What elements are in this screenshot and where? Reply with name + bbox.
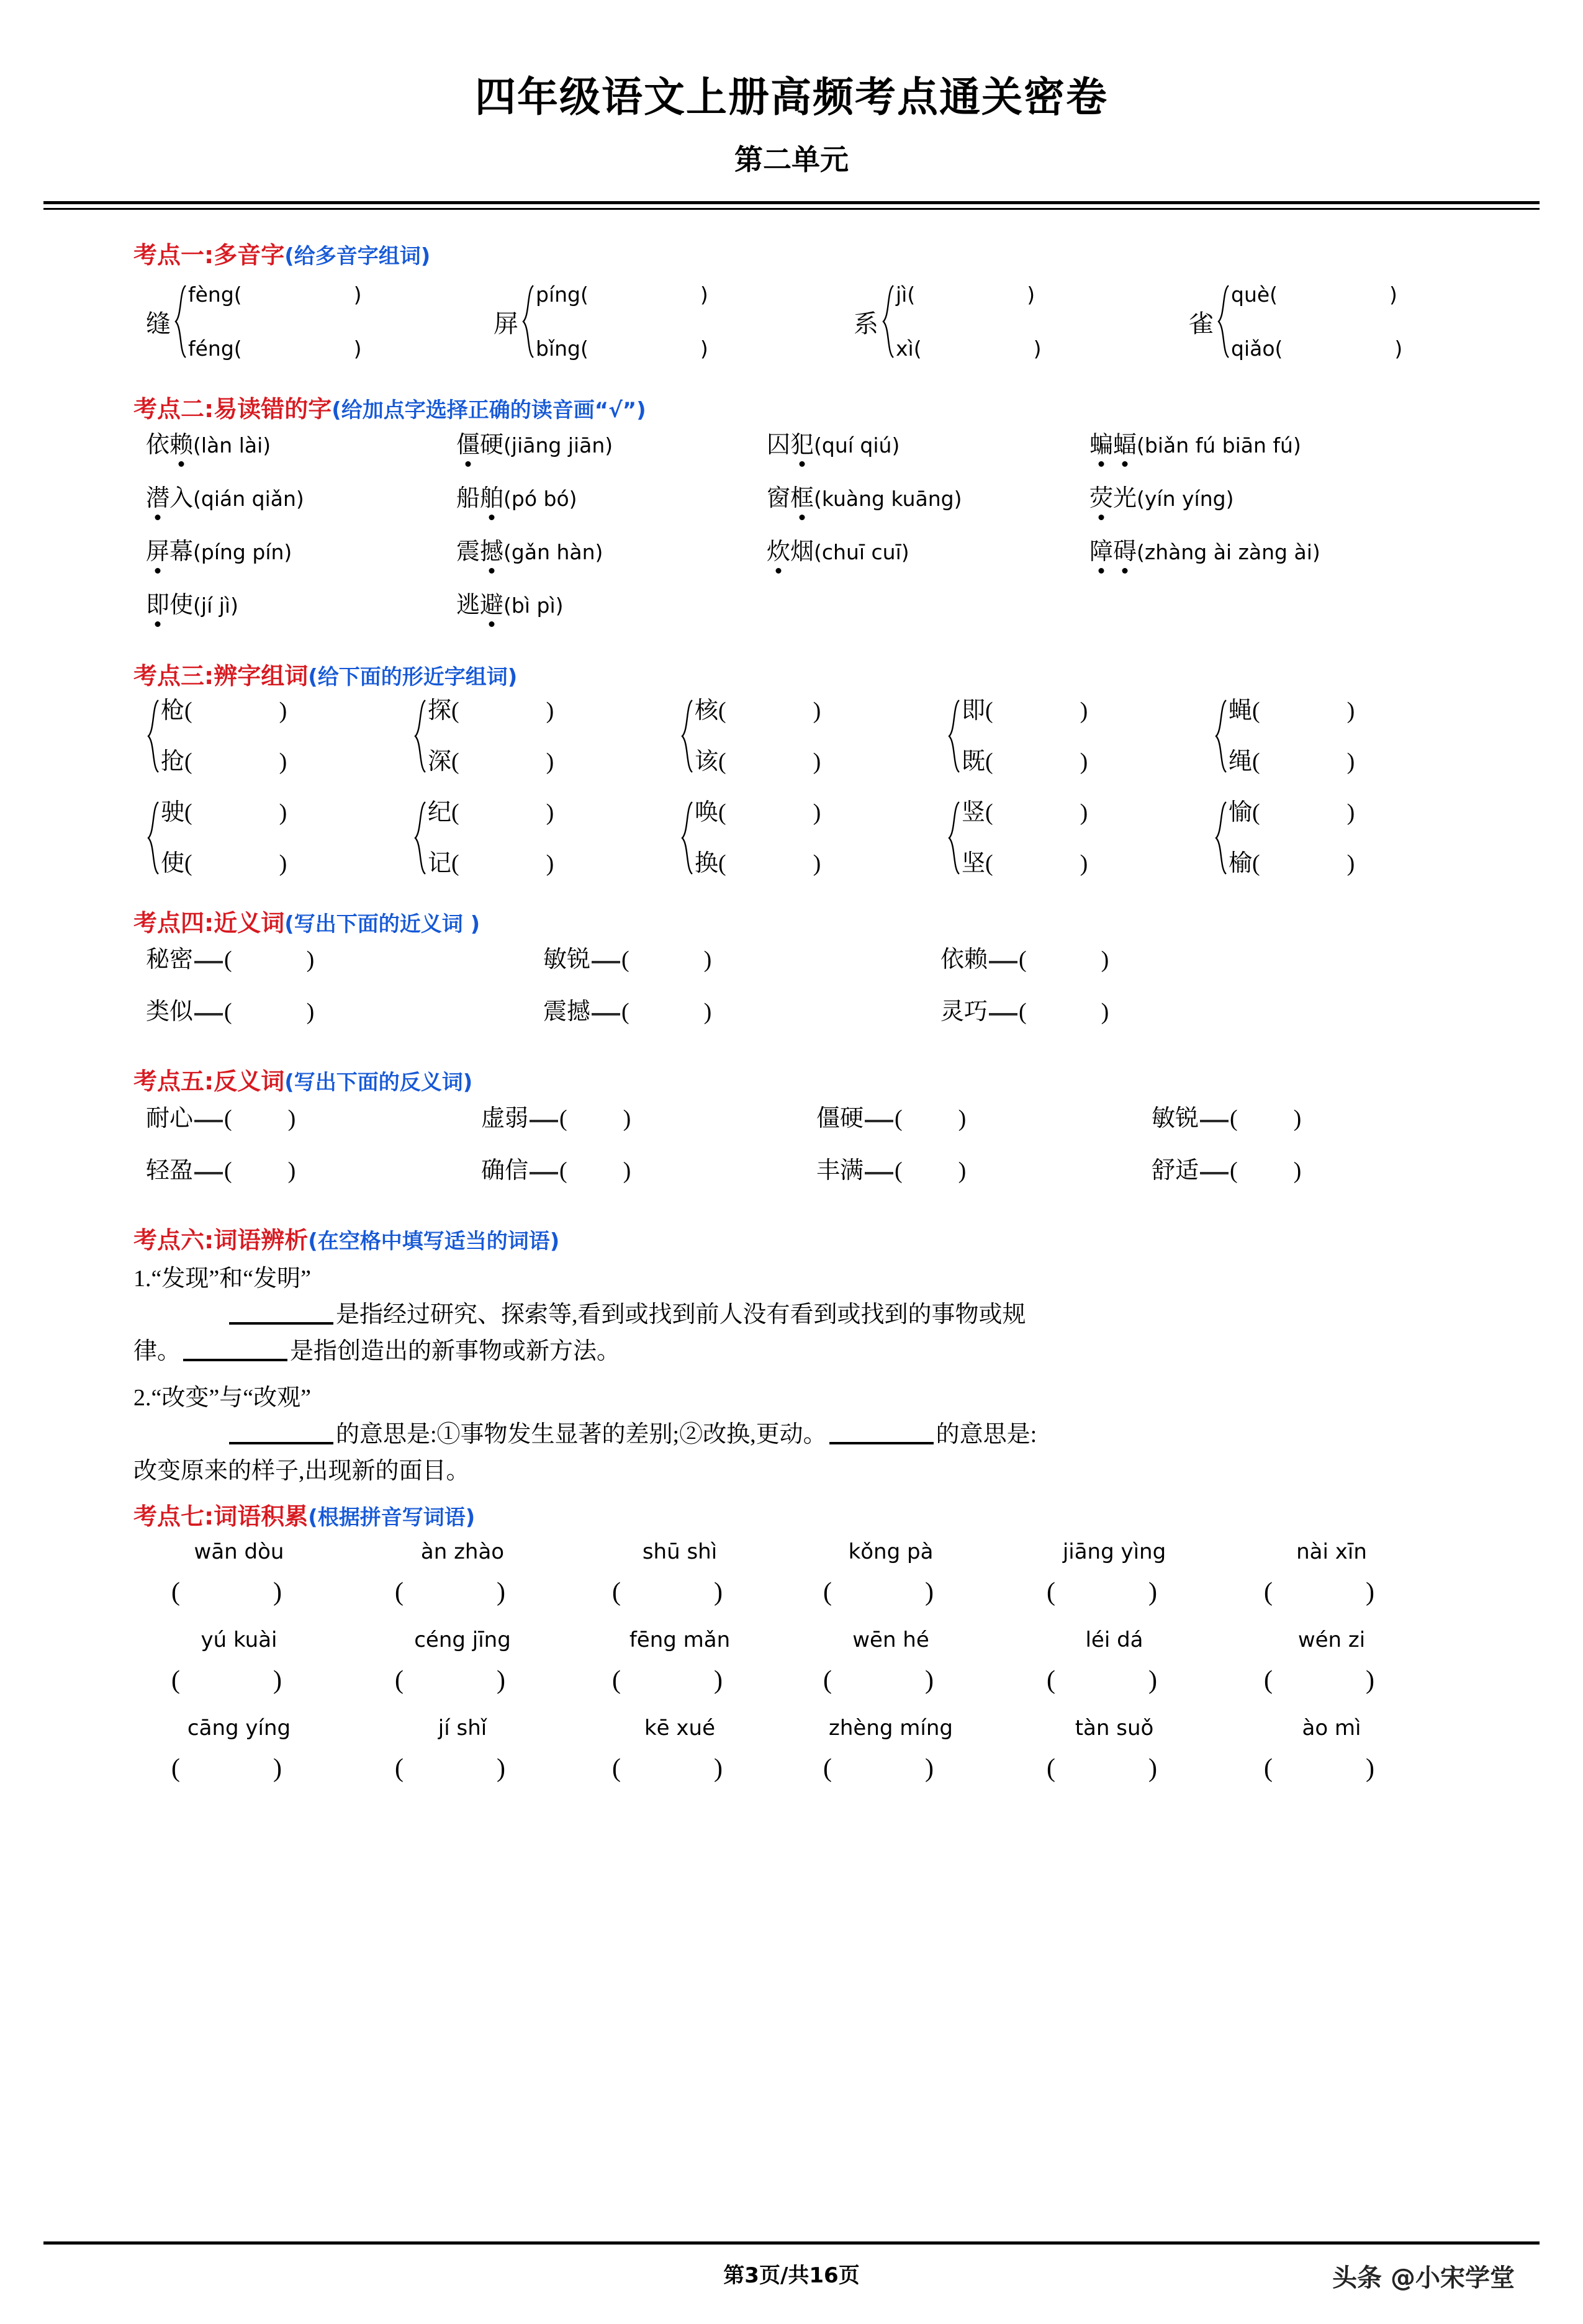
synonym-item[interactable]: 震撼 ( ) — [543, 999, 712, 1025]
brace-icon — [521, 284, 534, 359]
reading-line: bǐng( ) — [536, 336, 708, 361]
dash-icon — [1200, 1120, 1229, 1122]
section-heading-ciyujilei — [133, 1503, 1468, 1531]
char-pair-row — [133, 801, 1468, 894]
section-instruction: (给下面的形近字组词) — [308, 664, 518, 690]
pinyin-label: tàn suǒ — [1075, 1715, 1154, 1741]
antonym-item[interactable]: 确信 ( ) — [481, 1157, 631, 1184]
brace-icon — [173, 284, 187, 359]
char-pair: 探( ) 深( ) — [413, 699, 554, 773]
reading-item[interactable]: 囚犯(quí qiú) — [767, 431, 900, 458]
answer-bracket[interactable]: ( ) — [395, 1754, 505, 1783]
dash-icon — [194, 1172, 223, 1174]
synonym-group — [133, 948, 1468, 1052]
answer-bracket[interactable]: ( ) — [395, 1577, 505, 1606]
brace-icon — [413, 801, 426, 875]
answer-bracket[interactable]: ( ) — [1047, 1665, 1157, 1695]
reading-row — [133, 540, 1468, 593]
dash-icon — [1200, 1172, 1229, 1174]
char-pair: 竖( ) 坚( ) — [947, 801, 1088, 875]
char-pair: 愉( ) 榆( ) — [1214, 801, 1355, 875]
section-number: 考点四: — [133, 909, 214, 937]
pinyin-answer-row — [133, 1579, 1468, 1628]
dash-icon — [194, 961, 223, 963]
page-number: 第3页/共16页 — [723, 2263, 860, 2289]
fill-blank[interactable] — [229, 1322, 333, 1325]
brace-icon — [146, 801, 160, 875]
brace-icon — [1214, 801, 1227, 875]
item-label: 2.“改变”与“改观” — [133, 1385, 311, 1412]
pinyin-label: cāng yíng — [187, 1715, 291, 1741]
item-label: 1.“发现”和“发明” — [133, 1265, 311, 1292]
section-instruction: (给加点字选择正确的读音画“√”) — [331, 398, 646, 423]
polyphonic-group — [133, 281, 1468, 380]
antonym-item[interactable]: 轻盈 ( ) — [146, 1157, 296, 1184]
answer-bracket[interactable]: ( ) — [823, 1665, 934, 1695]
reading-row — [133, 487, 1468, 540]
section-instruction: (根据拼音写词语) — [308, 1505, 476, 1530]
item-body: 的意思是:①事物发生显著的差别;②改换,更动。 的意思是: — [133, 1416, 1468, 1453]
antonym-row — [133, 1159, 1468, 1211]
reading-line: qiǎo( ) — [1231, 336, 1403, 361]
reading-row — [133, 593, 1468, 647]
section-heading-yiducuo — [133, 396, 1468, 423]
answer-bracket[interactable]: ( ) — [1264, 1665, 1374, 1695]
pinyin-label: céng jīng — [414, 1627, 511, 1652]
polyphonic-item — [1189, 284, 1402, 359]
footer-divider — [43, 2241, 1540, 2245]
synonym-item[interactable]: 类似 ( ) — [146, 999, 315, 1025]
pinyin-label: léi dá — [1085, 1627, 1143, 1652]
section-name: 词语积累 — [214, 1502, 309, 1530]
pinyin-label: fēng mǎn — [629, 1627, 731, 1652]
section-instruction: (在空格中填写适当的词语) — [308, 1228, 560, 1254]
section-name: 辨字组词 — [214, 662, 309, 690]
pinyin-label: wén zi — [1297, 1627, 1366, 1652]
char-pair-row — [133, 699, 1468, 792]
dash-icon — [194, 1120, 223, 1122]
antonym-item[interactable]: 耐心 ( ) — [146, 1105, 296, 1132]
dash-icon — [530, 1120, 558, 1122]
brace-icon — [947, 699, 960, 773]
brace-icon — [947, 801, 960, 875]
char-pair: 核( ) 该( ) — [680, 699, 821, 773]
dash-icon — [989, 1013, 1017, 1016]
polyphonic-item — [854, 284, 1041, 359]
pinyin-group — [133, 1539, 1468, 1804]
page-footer — [0, 2258, 1583, 2295]
dash-icon — [865, 1120, 893, 1122]
answer-bracket[interactable]: ( ) — [612, 1754, 723, 1783]
pinyin-answer-row — [133, 1755, 1468, 1804]
synonym-item[interactable]: 灵巧 ( ) — [940, 999, 1109, 1025]
antonym-item[interactable]: 僵硬 ( ) — [816, 1105, 967, 1132]
polyphonic-char: 系 — [854, 309, 878, 338]
fill-blank[interactable] — [829, 1442, 934, 1444]
section-number: 考点六: — [133, 1226, 214, 1254]
reading-item[interactable]: 逃避(bì pì) — [456, 592, 564, 618]
antonym-item[interactable]: 敏锐 ( ) — [1152, 1105, 1302, 1132]
pinyin-label: nài xīn — [1296, 1539, 1367, 1564]
fill-blank[interactable] — [183, 1359, 287, 1361]
page-subtitle: 第二单元 — [734, 143, 849, 177]
polyphonic-item — [494, 284, 708, 359]
section-name: 易读错的字 — [214, 395, 332, 423]
section-number: 考点三: — [133, 662, 214, 690]
polyphonic-char: 屏 — [494, 309, 518, 338]
brace-icon — [146, 699, 160, 773]
answer-bracket[interactable]: ( ) — [1264, 1577, 1374, 1606]
antonym-item[interactable]: 虚弱 ( ) — [481, 1105, 631, 1132]
dash-icon — [592, 1013, 620, 1016]
answer-bracket[interactable]: ( ) — [1264, 1754, 1374, 1783]
brace-icon — [1214, 699, 1227, 773]
reading-item[interactable]: 障碍(zhàng ài zàng ài) — [1089, 538, 1320, 565]
dash-icon — [865, 1172, 893, 1174]
pinyin-label: shū shì — [642, 1539, 718, 1564]
reading-item[interactable]: 震撼(gǎn hàn) — [456, 538, 603, 565]
answer-bracket[interactable]: ( ) — [171, 1665, 282, 1695]
reading-item[interactable]: 船舶(pó bó) — [456, 485, 577, 511]
pinyin-label: jí shǐ — [438, 1715, 487, 1741]
reading-line: què( ) — [1231, 282, 1397, 307]
brace-icon — [680, 699, 693, 773]
synonym-item[interactable]: 敏锐 ( ) — [543, 947, 712, 973]
section-heading-bianzizuci — [133, 663, 1468, 690]
answer-bracket[interactable]: ( ) — [823, 1577, 934, 1606]
pinyin-label-row — [133, 1539, 1468, 1579]
antonym-group — [133, 1107, 1468, 1211]
section-instruction: (给多音字组词) — [284, 244, 431, 269]
brace-icon — [413, 699, 426, 773]
reading-line: jì( ) — [896, 282, 1035, 307]
char-pair: 枪( ) 抢( ) — [146, 699, 287, 773]
polyphonic-char: 缝 — [146, 309, 171, 338]
reading-line: fèng( ) — [188, 282, 362, 307]
reading-item[interactable]: 潜入(qián qiǎn) — [146, 485, 304, 511]
dash-icon — [194, 1013, 223, 1016]
section-number: 考点二: — [133, 395, 214, 423]
reading-item[interactable]: 依赖(làn lài) — [146, 431, 271, 458]
answer-bracket[interactable]: ( ) — [612, 1665, 723, 1695]
reading-item[interactable]: 荧光(yín yíng) — [1089, 485, 1234, 511]
section-heading-ciyubianxi — [133, 1227, 1468, 1254]
dash-icon — [530, 1172, 558, 1174]
reading-line: píng( ) — [536, 282, 708, 307]
char-pair: 蝇( ) 绳( ) — [1214, 699, 1355, 773]
section-instruction: (写出下面的近义词 ) — [284, 911, 480, 937]
pinyin-label: wān dòu — [194, 1539, 284, 1564]
char-pair: 唤( ) 换( ) — [680, 801, 821, 875]
discrimination-item-2 — [133, 1380, 1468, 1490]
pinyin-label: àn zhào — [420, 1539, 505, 1564]
reading-item[interactable]: 即使(jí jì) — [146, 592, 238, 618]
reading-item[interactable]: 蝙蝠(biǎn fú biān fú) — [1089, 431, 1301, 458]
reading-line: xì( ) — [896, 336, 1042, 361]
section-name: 近义词 — [214, 909, 285, 937]
antonym-item[interactable]: 舒适 ( ) — [1152, 1157, 1302, 1184]
answer-bracket[interactable]: ( ) — [1047, 1754, 1157, 1783]
item-body-cont: 改变原来的样子,出现新的面目。 — [133, 1458, 470, 1485]
synonym-item[interactable]: 秘密 ( ) — [146, 947, 315, 973]
reading-line: féng( ) — [188, 336, 362, 361]
answer-bracket[interactable]: ( ) — [395, 1665, 505, 1695]
char-pair: 驶( ) 使( ) — [146, 801, 287, 875]
brace-icon — [881, 284, 895, 359]
section-name: 多音字 — [214, 241, 285, 269]
section-heading-fanyici — [133, 1068, 1468, 1096]
pinyin-label: jiāng yìng — [1062, 1539, 1166, 1564]
char-pair: 即( ) 既( ) — [947, 699, 1088, 773]
worksheet-page — [0, 27, 1583, 2324]
polyphonic-char: 雀 — [1189, 309, 1214, 338]
answer-bracket[interactable]: ( ) — [823, 1754, 934, 1783]
section-name: 词语辨析 — [214, 1226, 309, 1254]
discrimination-item-1 — [133, 1261, 1468, 1371]
pinyin-label: kē xué — [644, 1715, 716, 1741]
dash-icon — [592, 961, 620, 963]
brace-icon — [680, 801, 693, 875]
answer-bracket[interactable]: ( ) — [612, 1577, 723, 1606]
reading-item[interactable]: 炊烟(chuī cuī) — [767, 538, 909, 565]
reading-choice-group — [133, 433, 1468, 647]
section-name: 反义词 — [214, 1068, 285, 1096]
page-title: 四年级语文上册高频考点通关密卷 — [475, 73, 1108, 122]
section-number: 考点一: — [133, 241, 214, 269]
section-heading-jinyici — [133, 910, 1468, 937]
item-body: 是指经过研究、探索等,看到或找到前人没有看到或找到的事物或规 — [133, 1297, 1468, 1333]
char-pair: 纪( ) 记( ) — [413, 801, 554, 875]
pinyin-answer-row — [133, 1667, 1468, 1716]
worksheet-content — [115, 210, 1468, 1803]
pinyin-label-row — [133, 1716, 1468, 1755]
watermark-label: 头条 @小宋学堂 — [1332, 2264, 1515, 2293]
pinyin-label: yú kuài — [201, 1627, 277, 1652]
answer-bracket[interactable]: ( ) — [171, 1754, 282, 1783]
section-number: 考点七: — [133, 1502, 214, 1530]
antonym-row — [133, 1107, 1468, 1159]
header-divider — [43, 201, 1540, 210]
polyphonic-item — [146, 284, 362, 359]
pinyin-label: zhèng míng — [829, 1715, 953, 1741]
pinyin-label-row — [133, 1628, 1468, 1667]
section-number: 考点五: — [133, 1068, 214, 1096]
synonym-row — [133, 948, 1468, 1000]
reading-item[interactable]: 窗框(kuàng kuāng) — [767, 485, 962, 511]
dash-icon — [989, 961, 1017, 963]
reading-item[interactable]: 屏幕(píng pín) — [146, 538, 292, 565]
pinyin-label: kǒng pà — [848, 1539, 934, 1564]
pinyin-label: wēn hé — [852, 1627, 929, 1652]
brace-icon — [1216, 284, 1230, 359]
pinyin-label: ào mì — [1302, 1715, 1361, 1741]
item-body-cont: 律。 是指创造出的新事物或新方法。 — [133, 1338, 621, 1365]
answer-bracket[interactable]: ( ) — [1047, 1577, 1157, 1606]
synonym-item[interactable]: 依赖 ( ) — [940, 947, 1109, 973]
antonym-item[interactable]: 丰满 ( ) — [816, 1157, 967, 1184]
synonym-row — [133, 1000, 1468, 1052]
section-heading-duoyinzi — [133, 242, 1468, 269]
fill-blank[interactable] — [229, 1442, 333, 1444]
reading-item[interactable]: 僵硬(jiāng jiān) — [456, 431, 613, 458]
reading-row — [133, 433, 1468, 487]
answer-bracket[interactable]: ( ) — [171, 1577, 282, 1606]
section-instruction: (写出下面的反义词) — [284, 1070, 473, 1096]
